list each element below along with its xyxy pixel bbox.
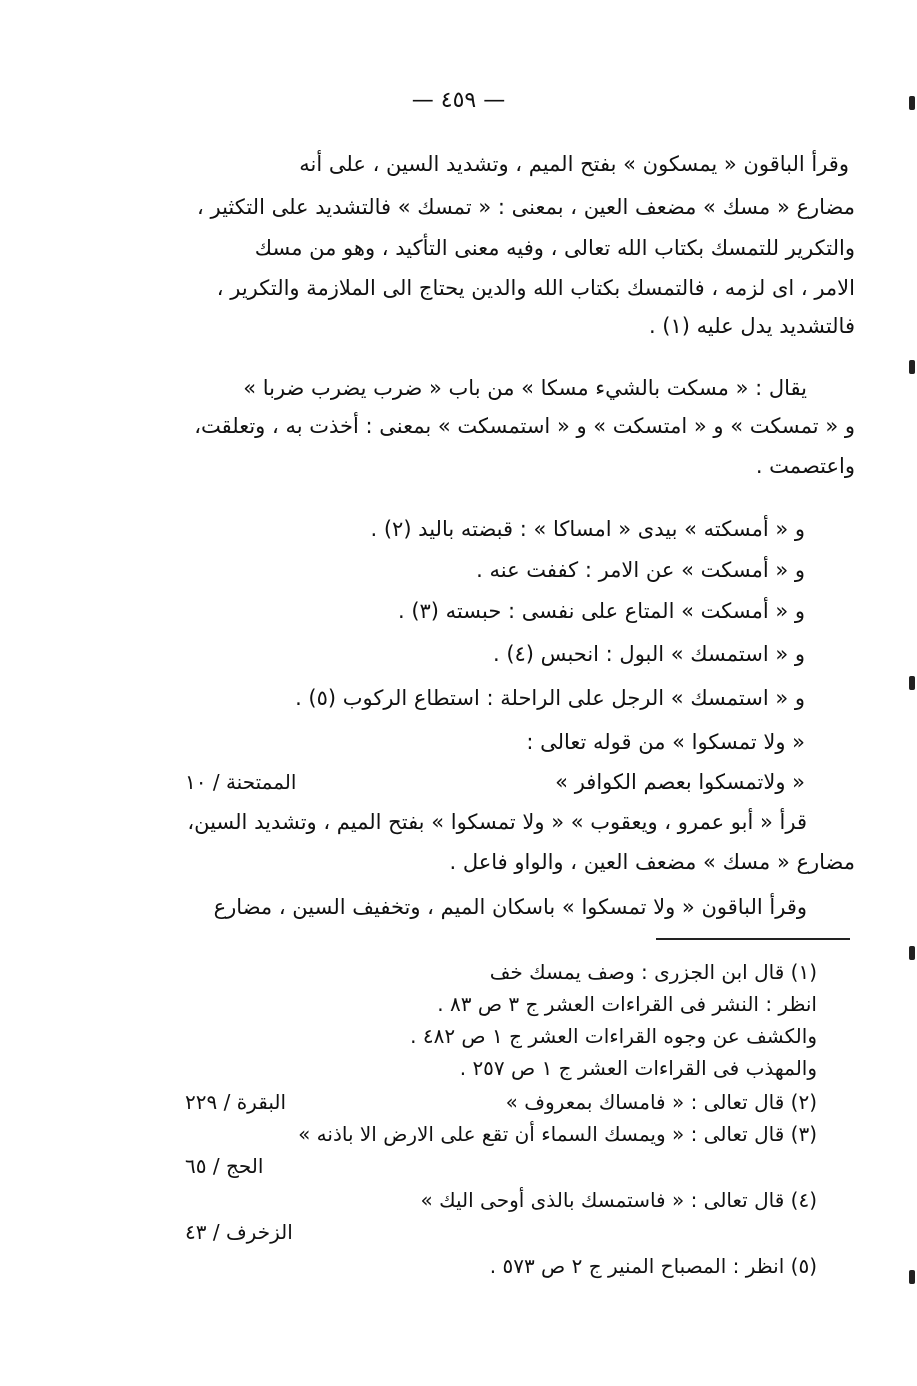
scan-edge-mark	[909, 946, 915, 960]
paragraph1-line-2: مضارع « مسك » مضعف العين ، بمعنى : « تمسك » فالتشديد على التكثير ،	[197, 195, 855, 219]
footnote-1-line-2: انظر : النشر فى القراءات العشر ج ٣ ص ٨٣ .	[437, 992, 817, 1016]
meaning-line-2: و « أمسكت » عن الامر : كففت عنه .	[476, 558, 805, 582]
scan-edge-mark	[909, 676, 915, 690]
page-number: — ٤٥٩ —	[411, 88, 506, 113]
footnote-1-line-1: (١) قال ابن الجزرى : وصف يمسك خف	[489, 960, 817, 984]
paragraph1-line-4: الامر ، اى لزمه ، فالتمسك بكتاب الله والدين يحتاج الى الملازمة والتكرير ،	[216, 276, 855, 300]
paragraph1-line-5: فالتشديد يدل عليه (١) .	[648, 314, 855, 338]
paragraph2-line-2: و « تمسكت » و « امتسكت » و « استمسكت » بمعنى : أخذت به ، وتعلقت،	[194, 414, 855, 438]
meaning-line-6: « ولا تمسكوا » من قوله تعالى :	[526, 730, 805, 754]
scan-edge-mark	[909, 1270, 915, 1284]
paragraph3-line-1: قرأ « أبو عمرو ، ويعقوب » « ولا تمسكوا » بفتح الميم ، وتشديد السين،	[187, 810, 807, 834]
paragraph1-line-1: وقرأ الباقون « يمسكون » بفتح الميم ، وتشديد السين ، على أنه	[299, 152, 849, 176]
meaning-line-5: و « استمسك » الرجل على الراحلة : استطاع الركوب (٥) .	[295, 686, 805, 710]
paragraph3-line-3: وقرأ الباقون « ولا تمسكوا » باسكان الميم ، وتخفيف السين ، مضارع	[213, 895, 807, 919]
footnote-2-reference: البقرة / ٢٢٩	[185, 1090, 287, 1114]
paragraph1-line-3: والتكرير للتمسك بكتاب الله تعالى ، وفيه معنى التأكيد ، وهو من مسك	[254, 236, 855, 260]
meaning-line-4: و « استمسك » البول : انحبس (٤) .	[492, 642, 805, 666]
meaning-line-1: و « أمسكته » بيدى « امساكا » : قبضته باليد (٢) .	[370, 517, 805, 541]
meaning-line-3: و « أمسكت » المتاع على نفسى : حبسته (٣) .	[397, 599, 805, 623]
verse-reference: الممتحنة / ١٠	[185, 770, 297, 794]
paragraph2-line-3: واعتصمت .	[755, 454, 855, 478]
paragraph3-line-2: مضارع « مسك » مضعف العين ، والواو فاعل .	[449, 850, 855, 874]
footnote-4-reference: الزخرف / ٤٣	[185, 1220, 293, 1244]
footnote-1-line-4: والمهذب فى القراءات العشر ج ١ ص ٢٥٧ .	[459, 1056, 817, 1080]
footnote-separator	[656, 938, 850, 940]
footnote-5-text: (٥) انظر : المصباح المنير ج ٢ ص ٥٧٣ .	[489, 1254, 817, 1278]
scan-edge-mark	[909, 96, 915, 110]
scan-edge-mark	[909, 360, 915, 374]
footnote-3-text: (٣) قال تعالى : « ويمسك السماء أن تقع على الارض الا باذنه »	[298, 1122, 817, 1146]
footnote-3-reference: الحج / ٦٥	[185, 1154, 264, 1178]
paragraph2-line-1: يقال : « مسكت بالشيء مسكا » من باب « ضرب يضرب ضربا »	[243, 376, 807, 400]
verse-text: « ولاتمسكوا بعصم الكوافر »	[555, 770, 805, 794]
footnote-4-text: (٤) قال تعالى : « فاستمسك بالذى أوحى اليك »	[420, 1188, 817, 1212]
footnote-1-line-3: والكشف عن وجوه القراءات العشر ج ١ ص ٤٨٢ .	[410, 1024, 817, 1048]
footnote-2-text: (٢) قال تعالى : « فامساك بمعروف »	[505, 1090, 817, 1114]
